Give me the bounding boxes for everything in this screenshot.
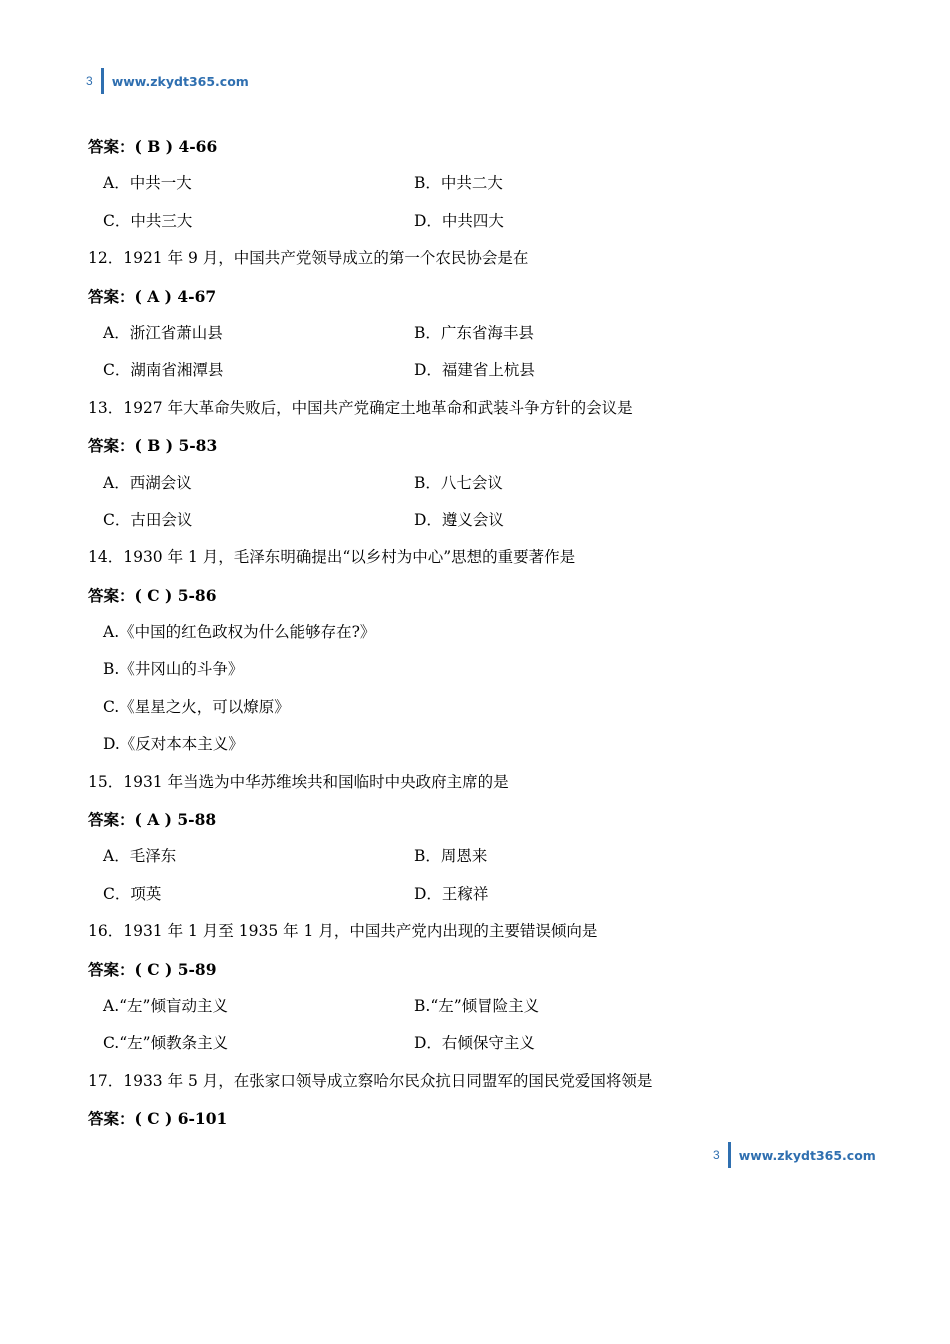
answer-line: 答案：( A ) 4-67 bbox=[88, 286, 217, 306]
option-c: C．古田会议 bbox=[103, 510, 193, 529]
header-divider bbox=[101, 68, 104, 94]
option-d: D．右倾保守主义 bbox=[414, 1034, 535, 1053]
option-d: D．王稼祥 bbox=[414, 884, 489, 903]
option-b: B.《井冈山的斗争》 bbox=[103, 660, 244, 679]
answer-line: 答案：( C ) 5-86 bbox=[88, 585, 217, 605]
footer-page-number: 3 bbox=[713, 1148, 720, 1162]
option-b: B．周恩来 bbox=[414, 847, 488, 866]
question-line: 17．1933 年 5 月，在张家口领导成立察哈尔民众抗日同盟军的国民党爱国将领是 bbox=[88, 1071, 653, 1090]
question-line: 12．1921 年 9 月，中国共产党领导成立的第一个农民协会是在 bbox=[88, 249, 529, 268]
answer-line: 答案：( B ) 5-83 bbox=[88, 436, 218, 456]
option-b: B.“左”倾冒险主义 bbox=[414, 996, 540, 1015]
question-line: 15．1931 年当选为中华苏维埃共和国临时中央政府主席的是 bbox=[88, 772, 509, 791]
option-d: D．遵义会议 bbox=[414, 510, 504, 529]
option-b: B．中共二大 bbox=[414, 174, 503, 193]
answer-line: 答案：( C ) 5-89 bbox=[88, 959, 217, 979]
option-b: B．八七会议 bbox=[414, 473, 503, 492]
option-row bbox=[88, 315, 888, 352]
answer-line: 答案：( A ) 5-88 bbox=[88, 810, 217, 830]
page-footer bbox=[713, 1142, 876, 1168]
option-row bbox=[88, 838, 888, 875]
option-row bbox=[88, 352, 888, 389]
option-row bbox=[88, 203, 888, 240]
option-a: A.《中国的红色政权为什么能够存在?》 bbox=[103, 623, 376, 642]
option-c: C.“左”倾教条主义 bbox=[103, 1034, 229, 1053]
header-page-number: 3 bbox=[86, 74, 93, 88]
page-header bbox=[86, 68, 249, 94]
answer-line: 答案：( B ) 4-66 bbox=[88, 137, 218, 156]
option-row bbox=[88, 988, 888, 1025]
option-row bbox=[88, 465, 888, 502]
option-b: B．广东省海丰县 bbox=[414, 323, 534, 342]
option-a: A．西湖会议 bbox=[103, 473, 192, 492]
question-line: 14．1930 年 1 月，毛泽东明确提出“以乡村为中心”思想的重要著作是 bbox=[88, 548, 576, 567]
option-row bbox=[88, 1025, 888, 1062]
document-body bbox=[88, 128, 888, 1138]
option-c: C．湖南省湘潭县 bbox=[103, 361, 224, 380]
option-d: D.《反对本本主义》 bbox=[103, 735, 244, 754]
option-a: A.“左”倾盲动主义 bbox=[103, 996, 228, 1015]
option-c: C.《星星之火，可以燎原》 bbox=[103, 697, 290, 716]
option-d: D．中共四大 bbox=[414, 211, 504, 230]
option-row bbox=[88, 502, 888, 539]
option-a: A．浙江省萧山县 bbox=[103, 323, 223, 342]
header-url: www.zkydt365.com bbox=[111, 73, 249, 89]
question-line: 13．1927 年大革命失败后，中国共产党确定土地革命和武装斗争方针的会议是 bbox=[88, 398, 633, 417]
option-row bbox=[88, 876, 888, 913]
question-line: 16．1931 年 1 月至 1935 年 1 月，中国共产党内出现的主要错误倾向是 bbox=[88, 922, 598, 941]
answer-line: 答案：( C ) 6-101 bbox=[88, 1109, 228, 1129]
option-c: C．中共三大 bbox=[103, 211, 193, 230]
option-row bbox=[88, 165, 888, 202]
option-c: C．项英 bbox=[103, 884, 162, 903]
option-a: A．中共一大 bbox=[103, 174, 192, 193]
option-a: A．毛泽东 bbox=[103, 847, 177, 866]
option-d: D．福建省上杭县 bbox=[414, 361, 535, 380]
footer-url: www.zkydt365.com bbox=[738, 1147, 876, 1163]
footer-divider bbox=[728, 1142, 731, 1168]
